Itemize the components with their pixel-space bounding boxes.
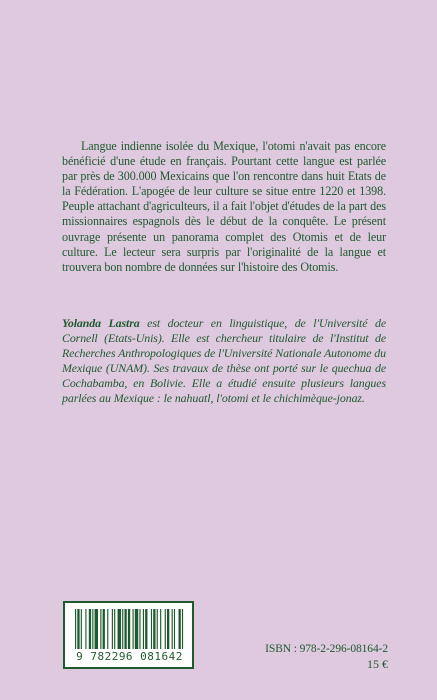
barcode-bar	[167, 609, 169, 649]
barcode-bars	[75, 609, 184, 649]
barcode-bar	[182, 609, 183, 649]
barcode-bar	[160, 609, 161, 649]
barcode-bar	[165, 609, 166, 649]
barcode-bar	[118, 609, 121, 649]
barcode-bar	[77, 609, 79, 649]
barcode-bar	[75, 609, 76, 649]
author-bio-text: est docteur en linguistique, de l'Université de Cornell (Etats-Unis). Elle est chercheur titulaire de l'Institut de Recherches Anthropologiques de l'Université Nationale Autonome du Mexique (UNAM). Ses travaux de thèse ont porté sur le quechua de Cochabamba, en Bolivie. Elle a étudié ensuite plusieurs langues parlées au Mexique : le nahuatl, l'otomi et le chichimèque-jonaz.	[62, 316, 386, 405]
barcode-bar	[145, 609, 147, 649]
barcode-bar	[114, 609, 115, 649]
barcode-bar	[133, 609, 134, 649]
barcode	[63, 601, 194, 669]
barcode-bar	[179, 609, 181, 649]
barcode-bar	[174, 609, 175, 649]
barcode-bar	[95, 609, 98, 649]
barcode-bar	[128, 609, 130, 649]
price: 15 €	[367, 657, 388, 671]
barcode-bar	[103, 609, 105, 649]
barcode-bar	[107, 609, 108, 649]
barcode-bar	[89, 609, 91, 649]
barcode-bar	[172, 609, 173, 649]
author-name: Yolanda Lastra	[62, 316, 140, 330]
barcode-bar	[100, 609, 101, 649]
barcode-bar	[122, 609, 123, 649]
barcode-bar	[112, 609, 113, 649]
barcode-bar	[124, 609, 126, 649]
barcode-bar	[81, 609, 82, 649]
barcode-bar	[139, 609, 140, 649]
isbn: ISBN : 978-2-296-08164-2	[265, 643, 388, 655]
barcode-bar	[85, 609, 86, 649]
barcode-digits: 9 782296 081642	[76, 650, 183, 663]
barcode-bar	[151, 609, 152, 649]
author-biography	[62, 316, 386, 405]
barcode-bar	[157, 609, 158, 649]
book-summary: Langue indienne isolée du Mexique, l'otomi n'avait pas encore bénéficié d'une étude en français. Pourtant cette langue est parlée par près de 300.000 Mexicains que l'on rencontre dans huit Etats de la Fédération. L'apogée de leur culture se situe entre 1220 et 1398. Peuple attachant d'agriculteurs, il a fait l'objet d'études de la part des missionnaires espagnols dès le début de la conquête. Le présent ouvrage présente un panorama complet des Otomis et de leur culture. Le lecteur sera surpris par l'originalité de la langue et trouvera bon nombre de données sur l'histoire des Otomis.	[62, 139, 386, 274]
barcode-bar	[153, 609, 155, 649]
barcode-bar	[143, 609, 144, 649]
barcode-bar	[135, 609, 138, 649]
barcode-bar	[92, 609, 93, 649]
